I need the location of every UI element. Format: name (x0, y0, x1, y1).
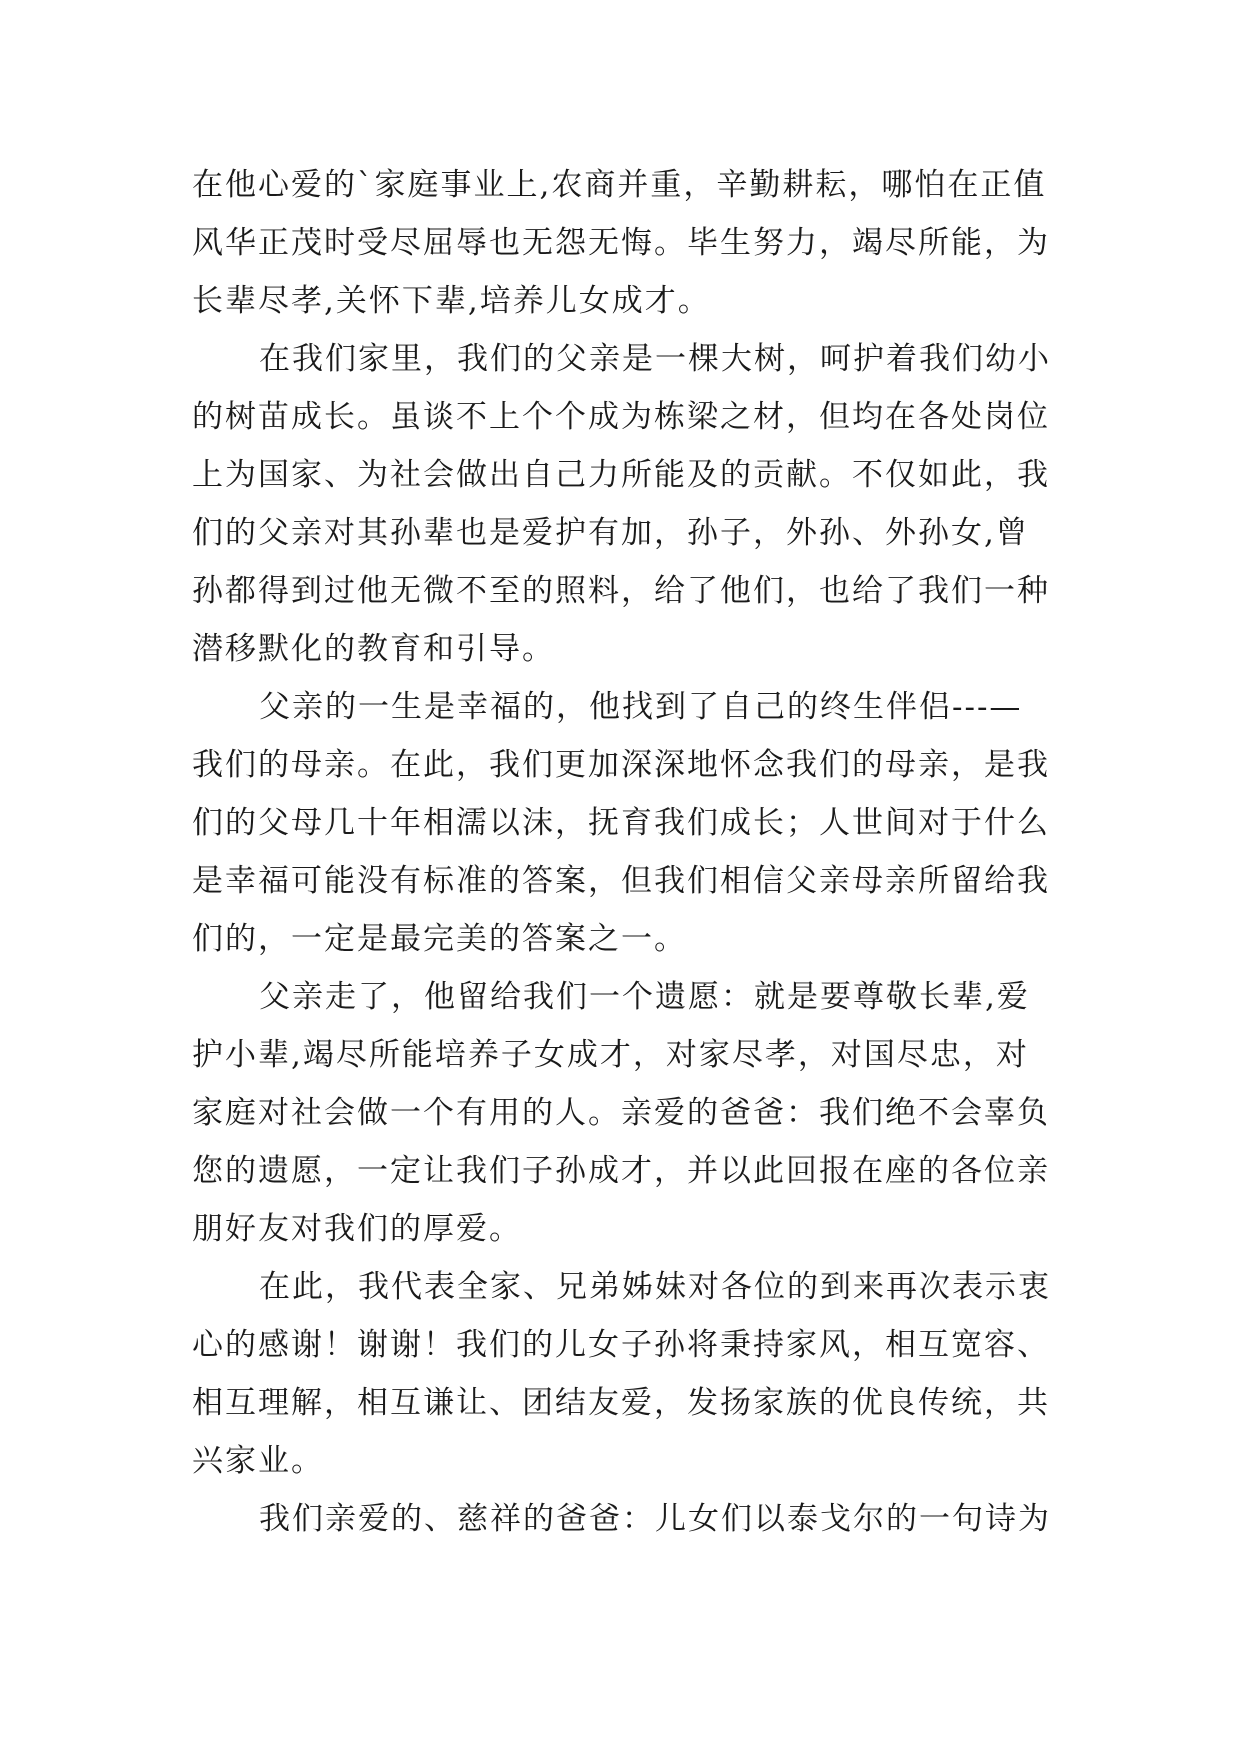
text-line: 您的遗愿，一定让我们子孙成才，并以此回报在座的各位亲 (192, 1153, 1050, 1189)
paragraph-first-line: 父亲走了，他留给我们一个遗愿：就是要尊敬长辈,爱 (259, 979, 1030, 1015)
text-line: 的树苗成长。虽谈不上个个成为栋梁之材，但均在各处岗位 (192, 399, 1050, 435)
text-line: 上为国家、为社会做出自己力所能及的贡献。不仅如此，我 (192, 457, 1050, 493)
text-line: 护小辈,竭尽所能培养子女成才，对家尽孝，对国尽忠，对 (192, 1037, 1029, 1073)
text-line: 我们的母亲。在此，我们更加深深地怀念我们的母亲，是我 (192, 747, 1050, 783)
text-line: 相互理解，相互谦让、团结友爱，发扬家族的优良传统，共 (192, 1385, 1050, 1421)
paragraph-first-line: 在我们家里，我们的父亲是一棵大树，呵护着我们幼小 (259, 341, 1051, 377)
text-line: 风华正茂时受尽屈辱也无怨无悔。毕生努力，竭尽所能，为 (192, 225, 1050, 261)
text-line: 家庭对社会做一个有用的人。亲爱的爸爸：我们绝不会辜负 (192, 1095, 1050, 1131)
paragraph-first-line: 在此，我代表全家、兄弟姊妹对各位的到来再次表示衷 (259, 1269, 1051, 1305)
text-line: 们的父母几十年相濡以沫，抚育我们成长；人世间对于什么 (192, 805, 1050, 841)
text-line: 们的，一定是最完美的答案之一。 (192, 921, 687, 957)
paragraph-first-line: 父亲的一生是幸福的，他找到了自己的终生伴侣---— (259, 689, 1023, 725)
text-line: 长辈尽孝,关怀下辈,培养儿女成才。 (192, 283, 711, 319)
text-line: 是幸福可能没有标准的答案，但我们相信父亲母亲所留给我 (192, 863, 1050, 899)
paragraph-first-line: 我们亲爱的、慈祥的爸爸：儿女们以泰戈尔的一句诗为 (259, 1501, 1051, 1537)
text-line: 潜移默化的教育和引导。 (192, 631, 555, 667)
text-line: 孙都得到过他无微不至的照料，给了他们，也给了我们一种 (192, 573, 1050, 609)
text-line: 朋好友对我们的厚爱。 (192, 1211, 522, 1247)
text-line: 在他心爱的`家庭事业上,农商并重，辛勤耕耘，哪怕在正值 (192, 167, 1047, 203)
text-line: 兴家业。 (192, 1443, 324, 1479)
text-line: 们的父亲对其孙辈也是爱护有加，孙子，外孙、外孙女,曾 (192, 515, 1029, 551)
body-text (192, 156, 1054, 1548)
text-line: 心的感谢！谢谢！我们的儿女子孙将秉持家风，相互宽容、 (192, 1327, 1050, 1363)
